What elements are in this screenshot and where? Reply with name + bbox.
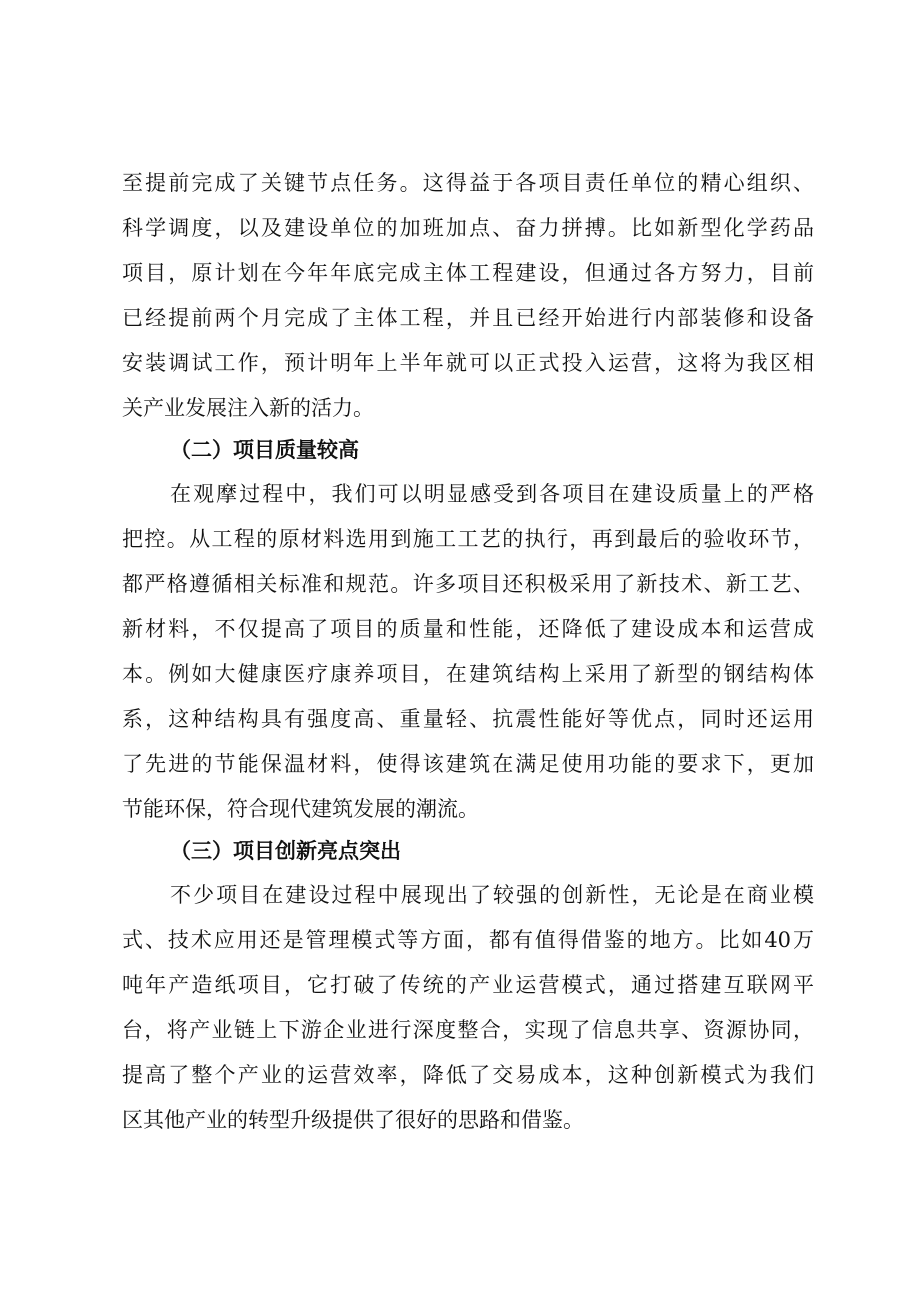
paragraph-1-line-6: 关产业发展注入新的活力。 [122, 396, 374, 420]
paragraph-1-line-5: 安装调试工作，预计明年上半年就可以正式投入运营，这将为我区相 [122, 351, 814, 375]
section-2-line-7: 了先进的节能保温材料，使得该建筑在满足使用功能的要求下，更加 [122, 752, 814, 776]
section-3-line-1: 不少项目在建设过程中展现出了较强的创新性，无论是在商业模 [170, 883, 814, 907]
section-2-line-5: 本。例如大健康医疗康养项目，在建筑结构上采用了新型的钢结构体 [122, 662, 814, 686]
section-2-line-8: 节能环保，符合现代建筑发展的潮流。 [122, 797, 479, 821]
paragraph-1-line-4: 已经提前两个月完成了主体工程，并且已经开始进行内部装修和设备 [122, 306, 814, 330]
paragraph-1-line-2: 科学调度，以及建设单位的加班加点、奋力拼搏。比如新型化学药品 [122, 216, 814, 240]
paragraph-1-line-3: 项目，原计划在今年年底完成主体工程建设，但通过各方努力，目前 [122, 261, 814, 285]
paragraph-1-line-1: 至提前完成了关键节点任务。这得益于各项目责任单位的精心组织、 [122, 171, 814, 195]
section-2-line-2: 把控。从工程的原材料选用到施工工艺的执行，再到最后的验收环节， [122, 527, 814, 551]
section-3-heading: （三）项目创新亮点突出 [170, 838, 401, 863]
section-2-line-4: 新材料，不仅提高了项目的质量和性能，还降低了建设成本和运营成 [122, 617, 814, 641]
section-3-line-3: 吨年产造纸项目，它打破了传统的产业运营模式，通过搭建互联网平 [122, 973, 814, 997]
section-3-line-5: 提高了整个产业的运营效率，降低了交易成本，这种创新模式为我们 [122, 1063, 814, 1087]
section-3-line-2: 式、技术应用还是管理模式等方面，都有值得借鉴的地方。比如40万 [122, 928, 814, 952]
section-2-line-3: 都严格遵循相关标准和规范。许多项目还积极采用了新技术、新工艺、 [122, 572, 814, 596]
section-3-line-6: 区其他产业的转型升级提供了很好的思路和借鉴。 [122, 1108, 584, 1132]
section-2-line-6: 系，这种结构具有强度高、重量轻、抗震性能好等优点，同时还运用 [122, 707, 814, 731]
section-3-line-4: 台，将产业链上下游企业进行深度整合，实现了信息共享、资源协同， [122, 1018, 814, 1042]
section-2-line-1: 在观摩过程中，我们可以明显感受到各项目在建设质量上的严格 [170, 482, 814, 506]
section-2-heading: （二）项目质量较高 [170, 437, 359, 462]
